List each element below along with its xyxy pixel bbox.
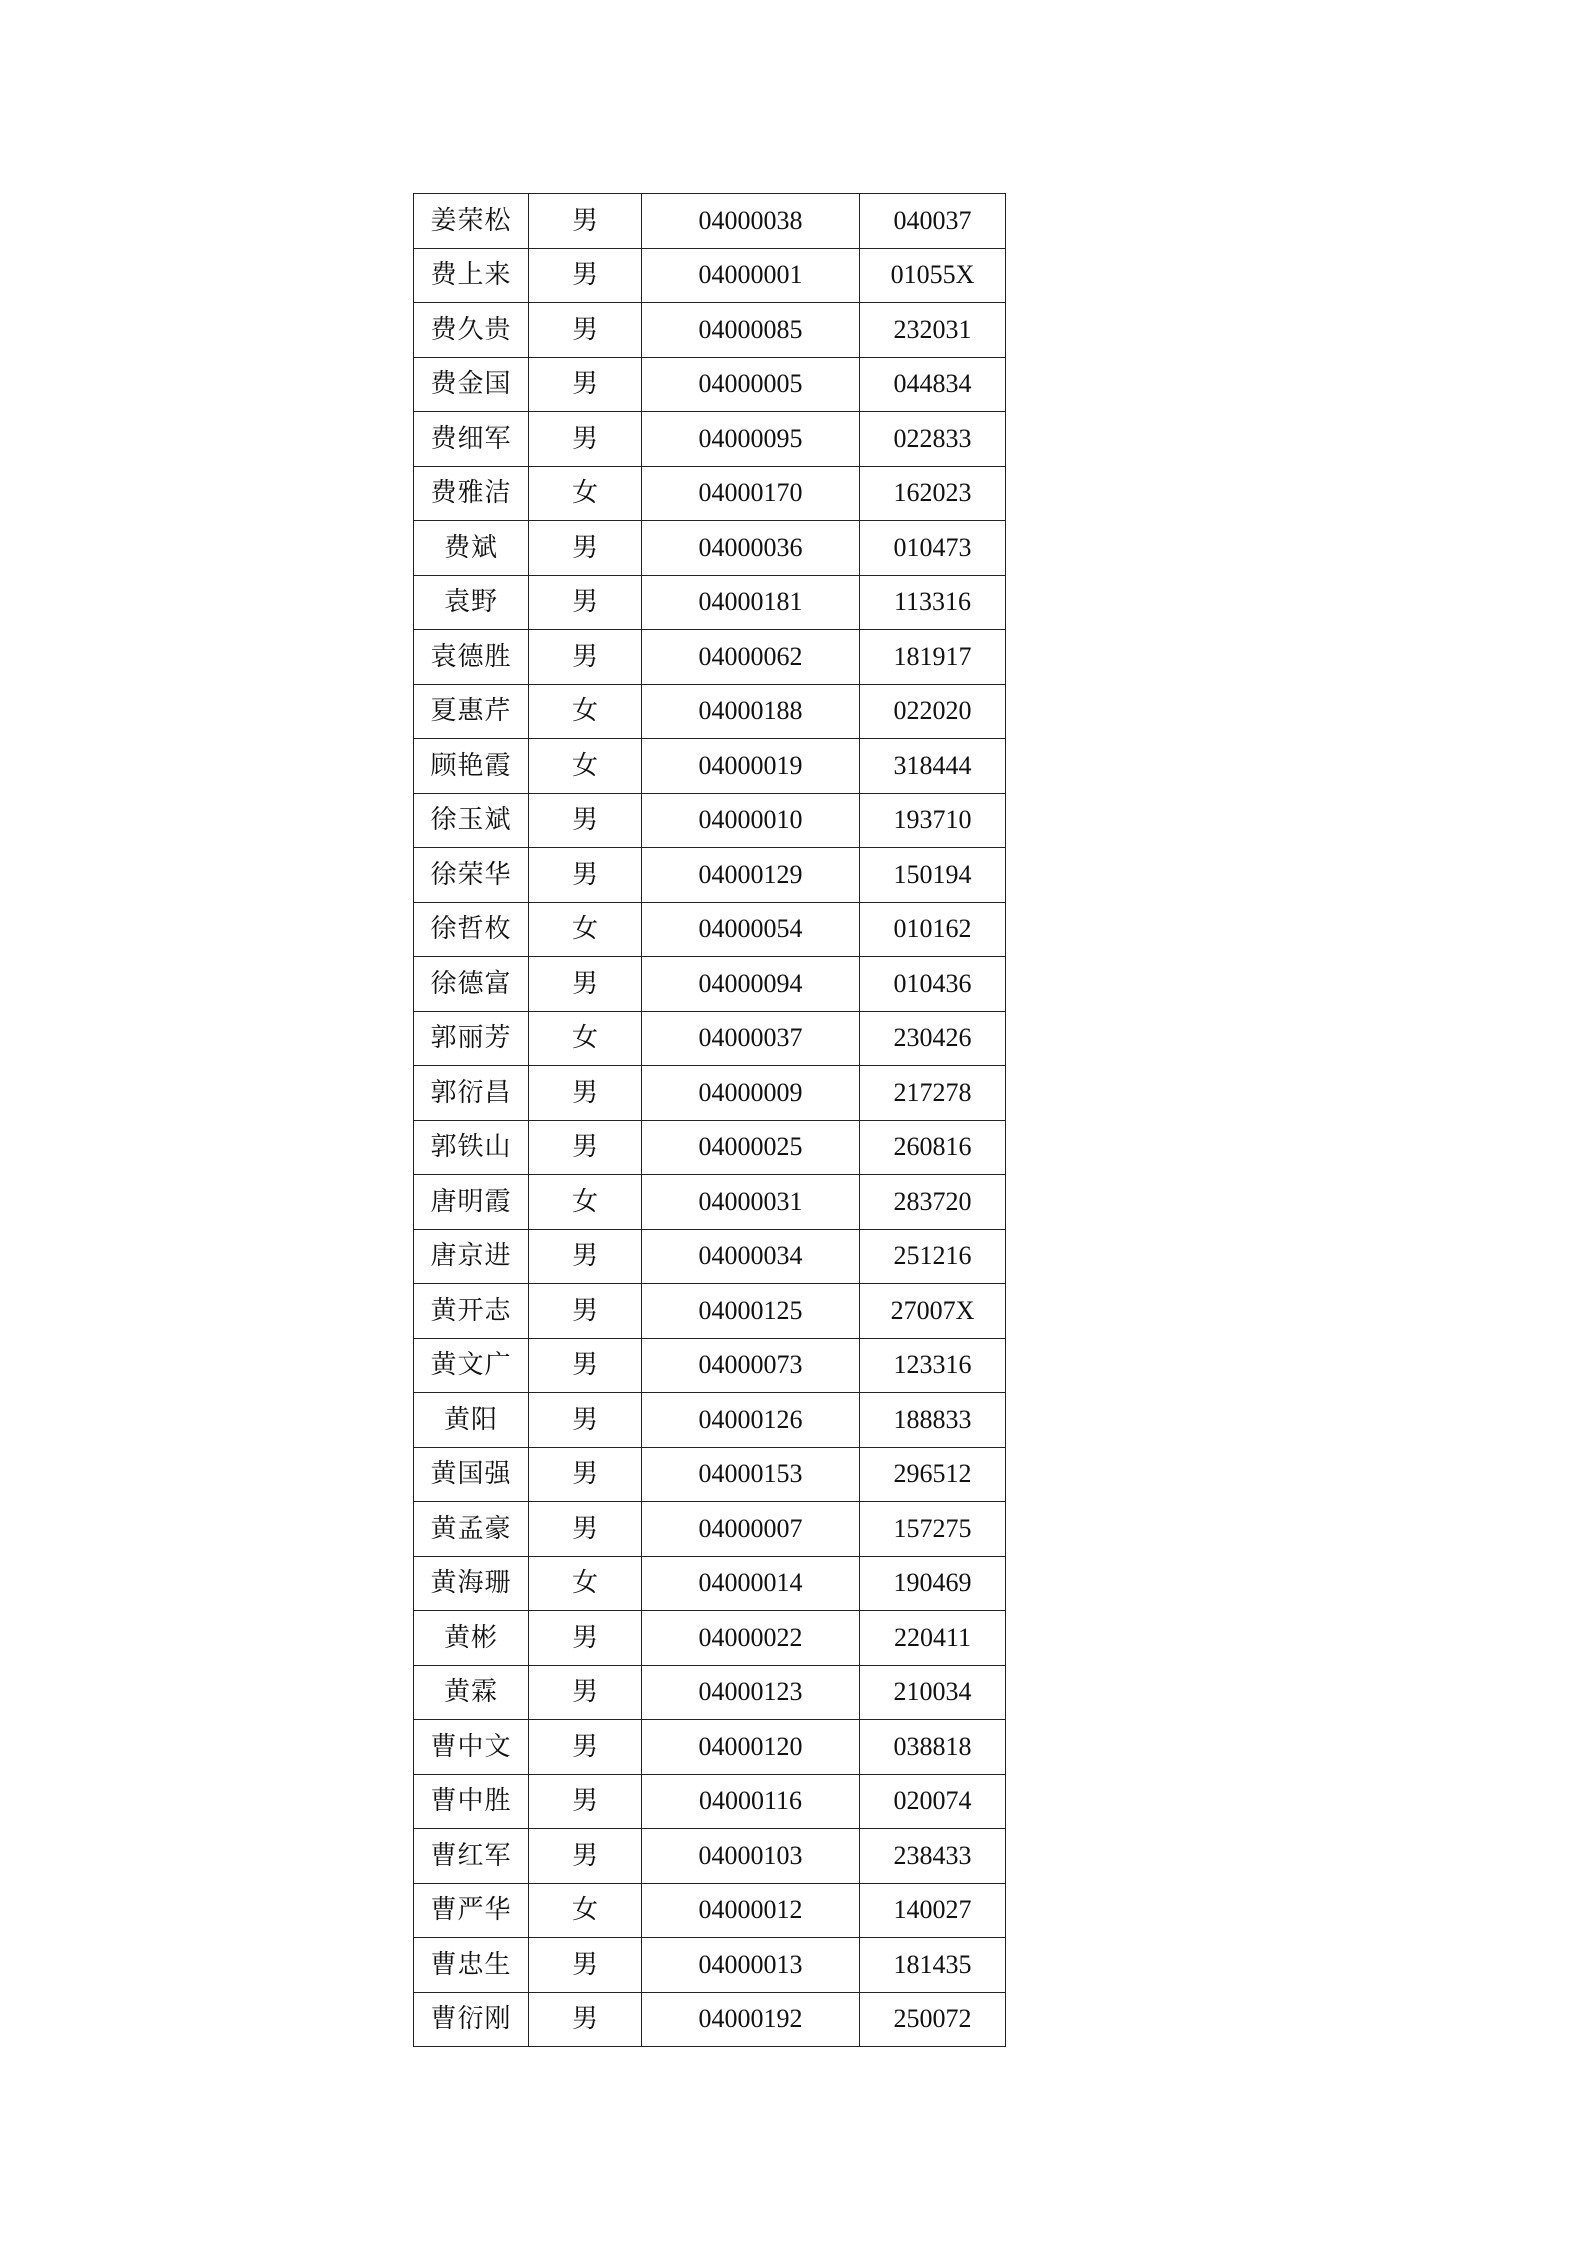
id-suffix-cell: 123316: [860, 1338, 1006, 1393]
number-cell: 04000036: [642, 521, 860, 576]
id-suffix-cell: 040037: [860, 194, 1006, 249]
table-row: [414, 1120, 1006, 1175]
gender-cell: 男: [529, 521, 642, 576]
number-cell: 04000120: [642, 1720, 860, 1775]
name-cell: 曹红军: [414, 1829, 529, 1884]
id-suffix-cell: 150194: [860, 848, 1006, 903]
gender-cell: 男: [529, 1229, 642, 1284]
table-row: [414, 521, 1006, 576]
name-cell: 曹忠生: [414, 1938, 529, 1993]
table-row: [414, 1992, 1006, 2047]
table-row: [414, 1175, 1006, 1230]
table-row: [414, 1011, 1006, 1066]
table-row: [414, 357, 1006, 412]
id-suffix-cell: 01055X: [860, 248, 1006, 303]
number-cell: 04000073: [642, 1338, 860, 1393]
number-cell: 04000031: [642, 1175, 860, 1230]
table-row: [414, 412, 1006, 467]
gender-cell: 男: [529, 1611, 642, 1666]
number-cell: 04000094: [642, 957, 860, 1012]
id-suffix-cell: 188833: [860, 1393, 1006, 1448]
table-row: [414, 1502, 1006, 1557]
id-suffix-cell: 181435: [860, 1938, 1006, 1993]
name-cell: 唐明霞: [414, 1175, 529, 1230]
table-row: [414, 1556, 1006, 1611]
number-cell: 04000019: [642, 739, 860, 794]
id-suffix-cell: 010436: [860, 957, 1006, 1012]
table-row: [414, 684, 1006, 739]
table-row: [414, 1720, 1006, 1775]
table-row: [414, 1229, 1006, 1284]
gender-cell: 女: [529, 1011, 642, 1066]
id-suffix-cell: 251216: [860, 1229, 1006, 1284]
number-cell: 04000116: [642, 1774, 860, 1829]
name-cell: 唐京进: [414, 1229, 529, 1284]
number-cell: 04000014: [642, 1556, 860, 1611]
name-cell: 费细军: [414, 412, 529, 467]
gender-cell: 男: [529, 194, 642, 249]
id-suffix-cell: 010473: [860, 521, 1006, 576]
number-cell: 04000025: [642, 1120, 860, 1175]
name-cell: 黄霖: [414, 1665, 529, 1720]
name-cell: 费斌: [414, 521, 529, 576]
gender-cell: 男: [529, 1992, 642, 2047]
id-suffix-cell: 283720: [860, 1175, 1006, 1230]
id-suffix-cell: 038818: [860, 1720, 1006, 1775]
table-row: [414, 466, 1006, 521]
number-cell: 04000095: [642, 412, 860, 467]
gender-cell: 男: [529, 303, 642, 358]
gender-cell: 男: [529, 1502, 642, 1557]
number-cell: 04000007: [642, 1502, 860, 1557]
table-row: [414, 1829, 1006, 1884]
name-cell: 徐玉斌: [414, 793, 529, 848]
id-suffix-cell: 232031: [860, 303, 1006, 358]
table-row: [414, 739, 1006, 794]
name-cell: 黄文广: [414, 1338, 529, 1393]
name-cell: 黄海珊: [414, 1556, 529, 1611]
id-suffix-cell: 250072: [860, 1992, 1006, 2047]
gender-cell: 男: [529, 1665, 642, 1720]
table-row: [414, 1774, 1006, 1829]
id-suffix-cell: 260816: [860, 1120, 1006, 1175]
gender-cell: 男: [529, 357, 642, 412]
number-cell: 04000170: [642, 466, 860, 521]
table-row: [414, 1938, 1006, 1993]
id-suffix-cell: 044834: [860, 357, 1006, 412]
gender-cell: 男: [529, 793, 642, 848]
name-cell: 夏惠芹: [414, 684, 529, 739]
name-cell: 黄彬: [414, 1611, 529, 1666]
gender-cell: 女: [529, 1175, 642, 1230]
id-suffix-cell: 113316: [860, 575, 1006, 630]
number-cell: 04000123: [642, 1665, 860, 1720]
gender-cell: 男: [529, 1120, 642, 1175]
name-cell: 费金国: [414, 357, 529, 412]
id-suffix-cell: 010162: [860, 902, 1006, 957]
name-cell: 郭丽芳: [414, 1011, 529, 1066]
gender-cell: 女: [529, 739, 642, 794]
name-cell: 黄国强: [414, 1447, 529, 1502]
name-cell: 袁野: [414, 575, 529, 630]
id-suffix-cell: 020074: [860, 1774, 1006, 1829]
gender-cell: 男: [529, 630, 642, 685]
number-cell: 04000009: [642, 1066, 860, 1121]
gender-cell: 男: [529, 1393, 642, 1448]
gender-cell: 男: [529, 848, 642, 903]
roster-table: [413, 193, 1006, 2047]
id-suffix-cell: 022833: [860, 412, 1006, 467]
name-cell: 曹中文: [414, 1720, 529, 1775]
table-row: [414, 902, 1006, 957]
gender-cell: 男: [529, 1066, 642, 1121]
id-suffix-cell: 296512: [860, 1447, 1006, 1502]
roster-table-body: [414, 194, 1006, 2047]
number-cell: 04000034: [642, 1229, 860, 1284]
id-suffix-cell: 190469: [860, 1556, 1006, 1611]
name-cell: 顾艳霞: [414, 739, 529, 794]
number-cell: 04000005: [642, 357, 860, 412]
gender-cell: 女: [529, 902, 642, 957]
name-cell: 袁德胜: [414, 630, 529, 685]
table-row: [414, 630, 1006, 685]
gender-cell: 男: [529, 1447, 642, 1502]
gender-cell: 女: [529, 1883, 642, 1938]
name-cell: 黄阳: [414, 1393, 529, 1448]
table-row: [414, 1611, 1006, 1666]
table-row: [414, 1447, 1006, 1502]
name-cell: 徐哲枚: [414, 902, 529, 957]
id-suffix-cell: 140027: [860, 1883, 1006, 1938]
table-row: [414, 303, 1006, 358]
name-cell: 费久贵: [414, 303, 529, 358]
id-suffix-cell: 217278: [860, 1066, 1006, 1121]
table-row: [414, 957, 1006, 1012]
gender-cell: 男: [529, 1774, 642, 1829]
name-cell: 徐德富: [414, 957, 529, 1012]
id-suffix-cell: 238433: [860, 1829, 1006, 1884]
id-suffix-cell: 162023: [860, 466, 1006, 521]
name-cell: 曹中胜: [414, 1774, 529, 1829]
name-cell: 曹衍刚: [414, 1992, 529, 2047]
number-cell: 04000126: [642, 1393, 860, 1448]
number-cell: 04000022: [642, 1611, 860, 1666]
name-cell: 黄孟豪: [414, 1502, 529, 1557]
name-cell: 曹严华: [414, 1883, 529, 1938]
number-cell: 04000153: [642, 1447, 860, 1502]
number-cell: 04000010: [642, 793, 860, 848]
name-cell: 姜荣松: [414, 194, 529, 249]
id-suffix-cell: 181917: [860, 630, 1006, 685]
gender-cell: 男: [529, 1829, 642, 1884]
number-cell: 04000125: [642, 1284, 860, 1339]
table-row: [414, 575, 1006, 630]
number-cell: 04000192: [642, 1992, 860, 2047]
table-row: [414, 1338, 1006, 1393]
table-row: [414, 1665, 1006, 1720]
number-cell: 04000085: [642, 303, 860, 358]
id-suffix-cell: 318444: [860, 739, 1006, 794]
id-suffix-cell: 210034: [860, 1665, 1006, 1720]
number-cell: 04000054: [642, 902, 860, 957]
name-cell: 徐荣华: [414, 848, 529, 903]
table-row: [414, 793, 1006, 848]
table-row: [414, 1393, 1006, 1448]
name-cell: 郭衍昌: [414, 1066, 529, 1121]
id-suffix-cell: 157275: [860, 1502, 1006, 1557]
gender-cell: 女: [529, 1556, 642, 1611]
id-suffix-cell: 220411: [860, 1611, 1006, 1666]
name-cell: 黄开志: [414, 1284, 529, 1339]
gender-cell: 男: [529, 957, 642, 1012]
gender-cell: 男: [529, 1338, 642, 1393]
gender-cell: 女: [529, 466, 642, 521]
number-cell: 04000012: [642, 1883, 860, 1938]
id-suffix-cell: 27007X: [860, 1284, 1006, 1339]
gender-cell: 女: [529, 684, 642, 739]
table-row: [414, 848, 1006, 903]
gender-cell: 男: [529, 1720, 642, 1775]
number-cell: 04000103: [642, 1829, 860, 1884]
name-cell: 费雅洁: [414, 466, 529, 521]
number-cell: 04000129: [642, 848, 860, 903]
number-cell: 04000013: [642, 1938, 860, 1993]
number-cell: 04000001: [642, 248, 860, 303]
number-cell: 04000038: [642, 194, 860, 249]
name-cell: 郭铁山: [414, 1120, 529, 1175]
name-cell: 费上来: [414, 248, 529, 303]
table-row: [414, 194, 1006, 249]
gender-cell: 男: [529, 1284, 642, 1339]
number-cell: 04000181: [642, 575, 860, 630]
table-row: [414, 248, 1006, 303]
id-suffix-cell: 230426: [860, 1011, 1006, 1066]
gender-cell: 男: [529, 575, 642, 630]
table-row: [414, 1883, 1006, 1938]
id-suffix-cell: 022020: [860, 684, 1006, 739]
number-cell: 04000062: [642, 630, 860, 685]
id-suffix-cell: 193710: [860, 793, 1006, 848]
gender-cell: 男: [529, 1938, 642, 1993]
gender-cell: 男: [529, 412, 642, 467]
table-row: [414, 1066, 1006, 1121]
number-cell: 04000037: [642, 1011, 860, 1066]
table-row: [414, 1284, 1006, 1339]
gender-cell: 男: [529, 248, 642, 303]
number-cell: 04000188: [642, 684, 860, 739]
